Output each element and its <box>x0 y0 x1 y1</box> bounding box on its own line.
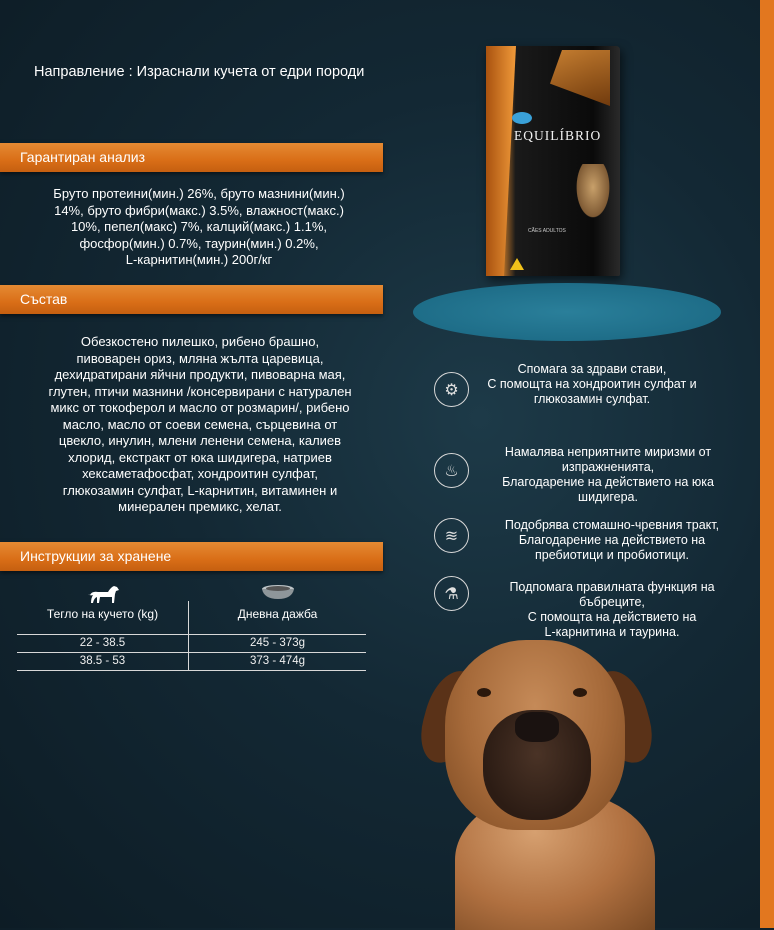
benefit-text <box>476 362 708 407</box>
great-dane-image <box>415 640 655 928</box>
benefit-line: пребиотици и пробиотици. <box>535 548 689 562</box>
benefit-line: шидигера. <box>578 490 638 504</box>
row-divider <box>17 634 366 635</box>
kidney-icon: ⚗ <box>434 576 469 611</box>
section-bar-feeding <box>0 542 383 571</box>
composition-line: пивоварен ориз, мляна жълта царевица, <box>76 350 324 366</box>
benefit-line: глюкозамин сулфат. <box>533 392 651 406</box>
row-divider <box>17 652 366 653</box>
section-title-composition: Състав <box>20 291 68 307</box>
digestion-icon: ≋ <box>434 518 469 553</box>
composition-text <box>16 334 384 516</box>
benefit-line: Благодарение на действието на <box>518 533 706 547</box>
bag-orange-corner <box>550 50 610 106</box>
brand-logo-icon <box>512 112 532 124</box>
benefit-line: Спомага за здрави стави, <box>517 362 667 376</box>
section-title-feeding: Инструкции за хранене <box>20 548 172 564</box>
product-brand: EQUILÍBRIO <box>514 128 602 143</box>
product-bag-image <box>486 46 620 276</box>
joints-icon: ⚙ <box>434 372 469 407</box>
composition-line: дехидратирани яйчни продукти, пивоварна мая, <box>54 367 346 382</box>
benefit-line: С помощта на хондроитин сулфат и <box>487 377 697 391</box>
benefit-line: бъбреците, <box>579 595 645 609</box>
analysis-text <box>14 186 384 269</box>
composition-line: глутен, птичи мазнини /консервирани с натурален <box>48 383 352 399</box>
section-bar-analysis <box>0 143 383 172</box>
dose-column-label: Дневна дажба <box>237 607 318 621</box>
benefit-text <box>490 518 734 563</box>
section-title-analysis: Гарантиран анализ <box>20 149 146 165</box>
direction-heading: Направление : Израснали кучета от едри породи <box>34 64 365 80</box>
dose-cell: 373 - 474g <box>250 655 305 667</box>
benefit-line: Благодарение на действието на юка <box>502 475 714 489</box>
composition-line: Обезкостено пилешко, рибено брашно, <box>80 334 320 349</box>
composition-line: хексаметафосфат, хондроитин сулфат, <box>82 466 318 481</box>
composition-line: микс от токоферол и масло от розмарин/, рибено <box>50 400 350 415</box>
weight-cell: 22 - 38.5 <box>79 637 126 649</box>
benefit-text <box>492 445 724 505</box>
composition-line: хлорид, екстракт от юка шидигера, натриев <box>68 449 332 465</box>
benefit-line: Подобрява стомашно-чревния тракт, <box>504 518 720 532</box>
composition-line: цвекло, инулин, млени ленени семена, калиев <box>58 433 342 448</box>
weight-cell: 38.5 - 53 <box>79 655 126 667</box>
benefit-line: L-карнитина и таурина. <box>544 625 680 639</box>
dog-eye-right <box>573 688 587 697</box>
weight-column-header <box>17 583 188 633</box>
composition-line: масло, масло от соеви семена, сърцевина от <box>62 416 338 432</box>
benefit-line: Подпомага правилната функция на <box>509 580 715 594</box>
composition-line: глюкозамин сулфат, L-карнитин, витаминен и <box>62 482 338 498</box>
weight-column-label: Тегло на кучето (kg) <box>46 607 159 621</box>
benefit-text <box>496 580 728 640</box>
dose-cell: 245 - 373g <box>250 637 305 649</box>
odor-icon: ♨ <box>434 453 469 488</box>
food-bowl-icon <box>260 583 296 601</box>
row-divider <box>17 670 366 671</box>
warning-triangle-icon <box>510 258 524 270</box>
composition-line: минерален премикс, хелат. <box>118 499 282 514</box>
analysis-line: фосфор(мин.) 0.7%, таурин(мин.) 0.2%, <box>79 235 319 251</box>
bag-dog-image <box>574 164 612 222</box>
dog-silhouette-icon <box>86 583 120 605</box>
right-accent-stripe <box>760 0 774 928</box>
dog-nose <box>515 712 559 742</box>
benefit-line: С помощта на действието на <box>527 610 697 624</box>
product-variant: CÃES ADULTOS <box>528 228 566 234</box>
dog-eye-left <box>477 688 491 697</box>
benefit-line: изпражненията, <box>561 460 655 474</box>
dose-column-header <box>189 583 366 633</box>
analysis-line: 10%, пепел(макс) 7%, калций(макс.) 1.1%, <box>70 219 328 234</box>
bag-orange-stripe <box>486 46 516 276</box>
benefit-line: Намалява неприятните миризми от <box>504 445 712 459</box>
highlight-ellipse <box>413 283 721 341</box>
analysis-line: L-карнитин(мин.) 200г/кг <box>125 252 273 267</box>
analysis-line: Бруто протеини(мин.) 26%, бруто мазнини(мин.) <box>53 186 345 201</box>
section-bar-composition <box>0 285 383 314</box>
analysis-line: 14%, бруто фибри(макс.) 3.5%, влажност(макс.) <box>54 202 344 218</box>
